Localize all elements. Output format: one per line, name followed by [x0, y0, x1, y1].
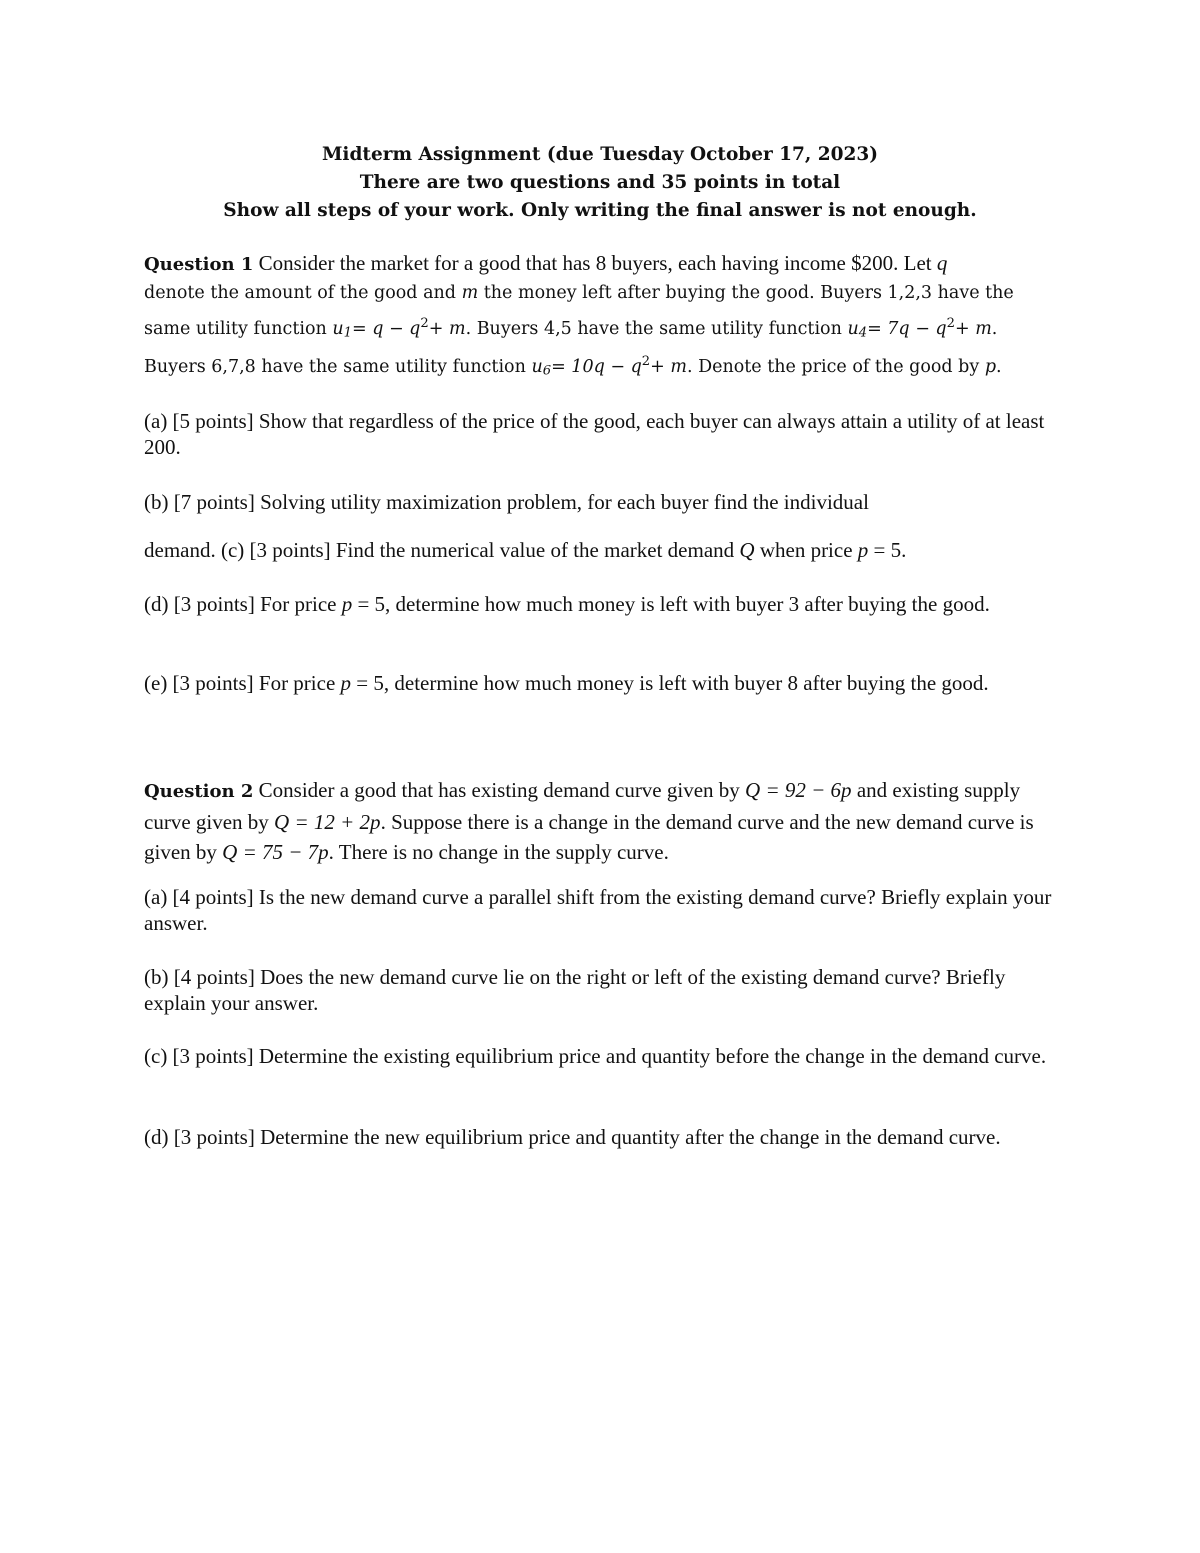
u1-symbol: $u_1$	[332, 319, 352, 341]
exponent: 2	[946, 315, 955, 331]
u6-symbol: $u_6$	[531, 357, 552, 379]
period: .	[991, 319, 998, 339]
var-Q: Q	[739, 538, 755, 562]
q1-text: when price	[759, 538, 853, 562]
q1-part-b: (b) [7 points] Solving utility maximization problem, for each buyer find the individual	[144, 490, 869, 514]
new-demand-equation: Q = 75 − 7p	[222, 840, 329, 864]
assignment-subtitle: There are two questions and 35 points in total	[359, 172, 841, 193]
exponent: 2	[641, 353, 651, 369]
q1-text: . Buyers 4,5 have the same utility function	[465, 319, 842, 339]
question-2-intro	[144, 775, 1064, 867]
assignment-instructions: Show all steps of your work. Only writing the final answer is not enough.	[223, 200, 977, 221]
q1-part-a: (a) [5 points] Show that regardless of the price of the good, each buyer can always attain a utility of at least 200.	[144, 409, 1045, 459]
q1-text: demand. (c) [3 points] Find the numerical value of the market demand	[144, 538, 735, 562]
plus-m: + m	[428, 319, 466, 339]
q1-var-q: q	[936, 251, 948, 275]
q2-text: . Suppose there is a change in the demand curve and the new demand curve is given by	[144, 810, 1034, 864]
period: .	[996, 357, 1002, 377]
q1-text: the money left after buying the good. Buyers 1,2,3 have the	[483, 283, 1014, 303]
q1-text: denote the amount of the good and	[144, 283, 456, 303]
q2-part-c: (c) [3 points] Determine the existing equilibrium price and quantity before the change in the demand curve.	[144, 1044, 1047, 1068]
supply-equation: Q = 12 + 2p	[274, 810, 381, 834]
q2-part-b: (b) [4 points] Does the new demand curve lie on the right or left of the existing demand curve? Briefly explain your answer.	[144, 965, 1006, 1015]
q1-var-p: p	[984, 357, 997, 377]
q1-text: . Denote the price of the good by	[686, 357, 980, 377]
var-p: p	[341, 592, 353, 616]
u6-equation: = 10q − q	[551, 357, 642, 377]
q1-var-m: m	[461, 283, 479, 303]
u4-equation: = 7q − q	[867, 319, 947, 339]
question-1-intro	[144, 249, 1064, 386]
question-2-label: Question 2	[144, 781, 254, 802]
var-p: p	[340, 671, 352, 695]
u1-equation: = q − q	[351, 319, 421, 339]
q2-part-a: (a) [4 points] Is the new demand curve a parallel shift from the existing demand curve? Briefly explain your answer.	[144, 885, 1052, 935]
q2-text: and existing supply curve given by	[144, 778, 1021, 834]
question-1-label: Question 1	[144, 254, 254, 275]
assignment-title: Midterm Assignment (due Tuesday October 17, 2023)	[321, 144, 879, 165]
exponent: 2	[420, 315, 429, 331]
u4-symbol: $u_4$	[847, 319, 868, 341]
q1-part-d	[144, 591, 1064, 617]
q1-text: (d) [3 points] For price	[144, 592, 337, 616]
q2-text: Consider a good that has existing demand curve given by	[258, 778, 740, 802]
q1-text: same utility function	[144, 319, 327, 339]
q1-text: = 5, determine how much money is left with buyer 3 after buying the good.	[357, 592, 990, 616]
q2-part-d: (d) [3 points] Determine the new equilibrium price and quantity after the change in the demand curve.	[144, 1125, 1001, 1149]
existing-demand-equation: Q = 92 − 6p	[745, 778, 852, 802]
q2-text: . There is no change in the supply curve.	[328, 840, 669, 864]
assignment-header	[0, 141, 1200, 225]
q1-text: Buyers 6,7,8 have the same utility function	[144, 357, 526, 377]
q1-part-e	[144, 670, 1064, 696]
q1-text: = 5.	[873, 538, 907, 562]
plus-m: + m	[650, 357, 687, 377]
q1-text: Consider the market for a good that has 8 buyers, each having income $200. Let	[258, 251, 932, 275]
q1-text: = 5, determine how much money is left with buyer 8 after buying the good.	[356, 671, 989, 695]
q1-part-c	[144, 537, 1064, 563]
q1-text: (e) [3 points] For price	[144, 671, 336, 695]
var-p: p	[857, 538, 869, 562]
plus-m: + m	[954, 319, 992, 339]
